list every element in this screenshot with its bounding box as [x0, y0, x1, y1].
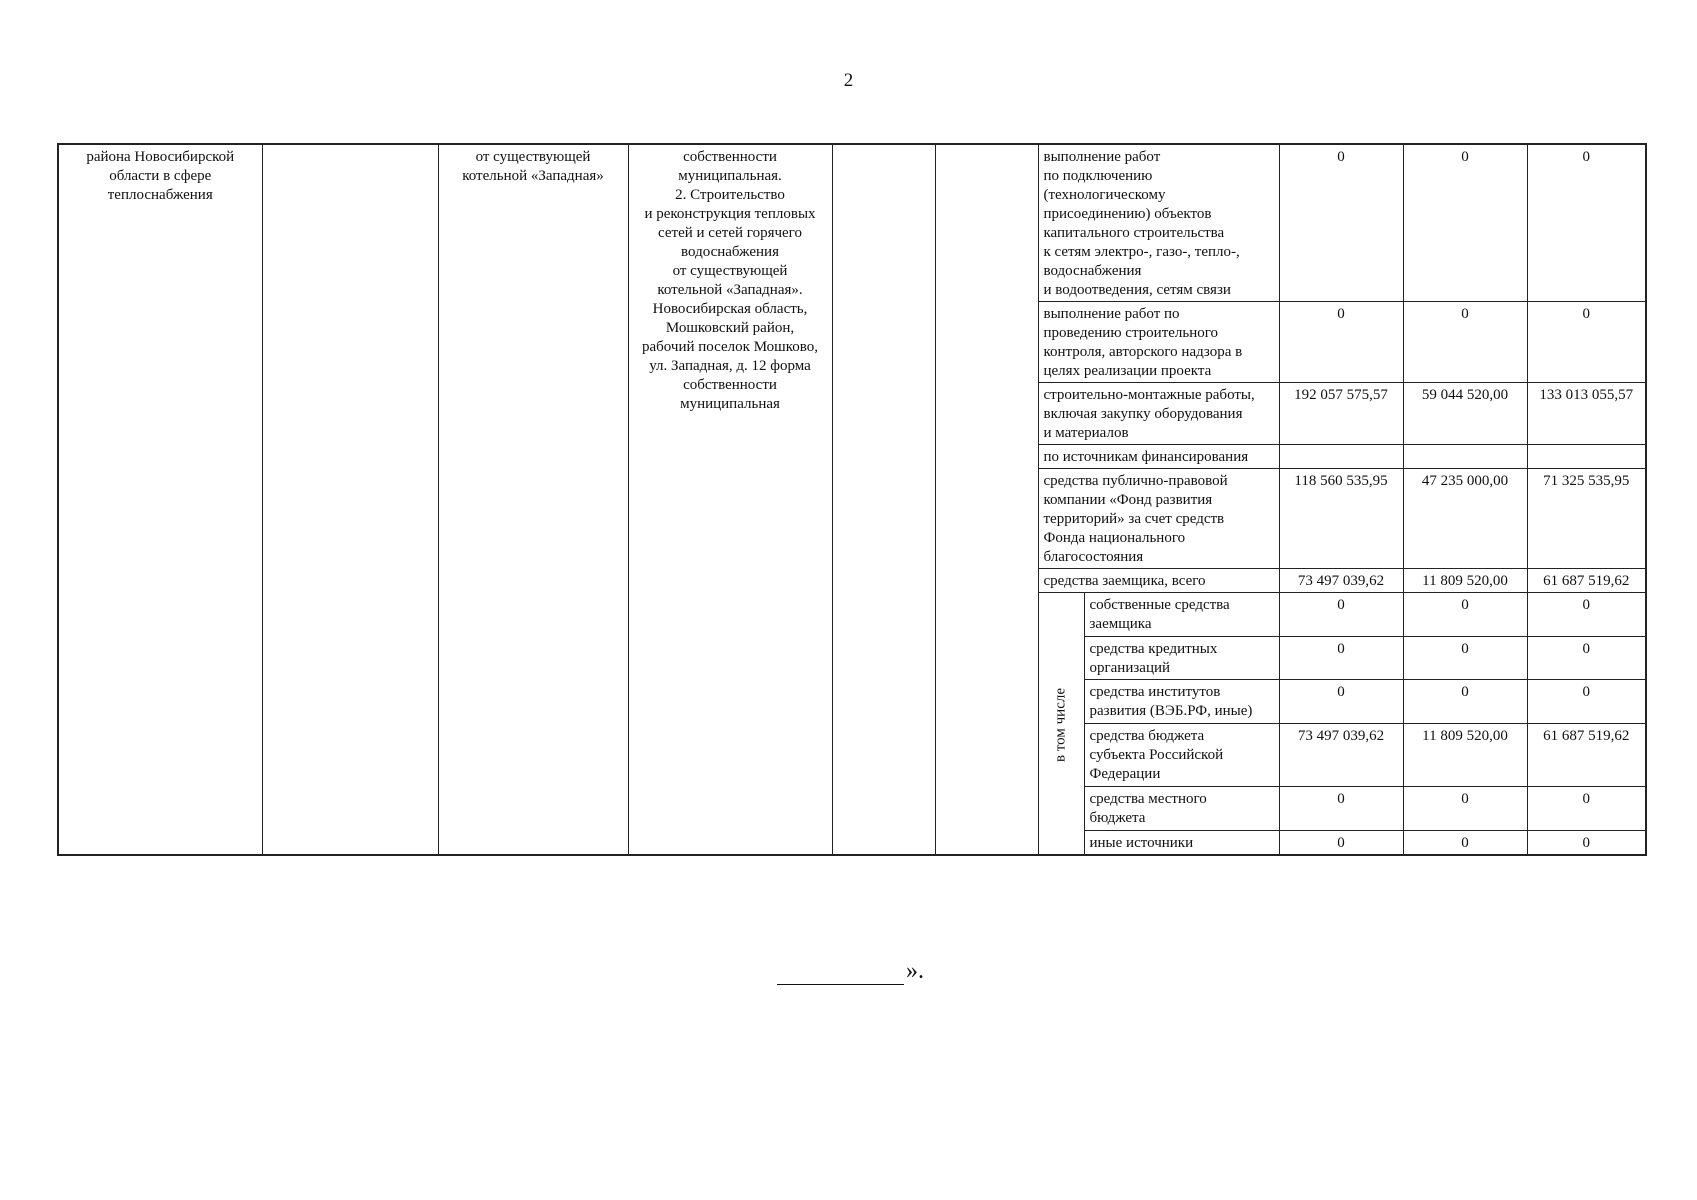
label-line: контроля, авторского надзора в — [1043, 344, 1243, 360]
vertical-label-wrap — [1044, 596, 1079, 853]
source-label — [1084, 723, 1279, 786]
cost-item-label — [1038, 569, 1279, 593]
amount-cell: 0 — [1279, 680, 1403, 724]
amount-cell: 0 — [1279, 830, 1403, 855]
amount-cell: 0 — [1403, 786, 1527, 830]
label-line: капитального строительства — [1043, 225, 1225, 241]
amount-cell: 0 — [1403, 593, 1527, 637]
page-number: 2 — [843, 70, 854, 91]
description-line: от существующей — [672, 263, 788, 279]
source-label — [1084, 636, 1279, 680]
label-line: средства институтов — [1089, 684, 1221, 701]
construction-description-cell — [628, 144, 832, 855]
amount-cell: 0 — [1403, 302, 1527, 383]
amount-cell: 0 — [1527, 144, 1646, 302]
amount-cell: 71 325 535,95 — [1527, 469, 1646, 569]
cost-item-label — [1038, 302, 1279, 383]
amount-cell: 0 — [1527, 786, 1646, 830]
description-line: Новосибирская область, — [652, 301, 808, 317]
label-line: целях реализации проекта — [1043, 363, 1212, 379]
including-label-cell — [1038, 593, 1084, 856]
label-line: по источникам финансирования — [1043, 449, 1249, 465]
source-label — [1084, 830, 1279, 855]
source-label — [1084, 593, 1279, 637]
amount-cell: 0 — [1279, 593, 1403, 637]
description-line: и реконструкция тепловых — [644, 206, 816, 222]
description-line: собственности — [683, 377, 777, 393]
amount-cell: 0 — [1527, 830, 1646, 855]
amount-cell: 0 — [1279, 636, 1403, 680]
label-line: средства кредитных — [1089, 640, 1218, 657]
description-line: ул. Западная, д. 12 форма — [649, 358, 811, 374]
amount-cell: 0 — [1527, 302, 1646, 383]
boiler-cell: от существующей котельной «Западная» — [438, 144, 628, 855]
label-line: и материалов — [1043, 425, 1129, 441]
amount-cell: 47 235 000,00 — [1403, 469, 1527, 569]
object-name-cell: района Новосибирской области в сфере теплоснабжения — [58, 144, 262, 855]
amount-cell: 11 809 520,00 — [1403, 569, 1527, 593]
label-line: благосостояния — [1043, 549, 1144, 565]
amount-cell: 0 — [1527, 636, 1646, 680]
amount-cell: 118 560 535,95 — [1279, 469, 1403, 569]
label-line: водоснабжения — [1043, 263, 1142, 279]
label-line: заемщика — [1089, 616, 1152, 632]
amount-cell: 73 497 039,62 — [1279, 569, 1403, 593]
label-line: средства местного — [1089, 790, 1207, 807]
label-line: Фонда национального — [1043, 530, 1186, 546]
signature-line — [777, 960, 904, 985]
description-line: собственности — [683, 149, 777, 165]
label-line: бюджета — [1089, 809, 1146, 826]
amount-cell: 133 013 055,57 — [1527, 383, 1646, 445]
cost-item-label — [1038, 445, 1279, 469]
description-line: Мошковский район, — [665, 320, 795, 336]
label-line: средства публично-правовой — [1043, 473, 1228, 489]
closing-mark — [777, 958, 924, 985]
amount-cell: 73 497 039,62 — [1279, 723, 1403, 786]
amount-cell: 0 — [1527, 593, 1646, 637]
cost-item-label — [1038, 469, 1279, 569]
label-line: присоединению) объектов — [1043, 206, 1212, 222]
label-line: по подключению — [1043, 168, 1153, 184]
empty-cell — [935, 144, 1038, 855]
amount-cell: 61 687 519,62 — [1527, 723, 1646, 786]
label-line: субъекта Российской — [1089, 746, 1224, 763]
label-line: выполнение работ по — [1043, 306, 1180, 322]
cost-item-label — [1038, 144, 1279, 302]
amount-cell: 0 — [1403, 636, 1527, 680]
description-line: муниципальная. — [678, 168, 782, 184]
amount-cell: 0 — [1279, 302, 1403, 383]
amount-cell: 192 057 575,57 — [1279, 383, 1403, 445]
amount-cell — [1403, 445, 1527, 469]
label-line: и водоотведения, сетям связи — [1043, 282, 1231, 298]
amount-cell: 0 — [1527, 680, 1646, 724]
description-line: водоснабжения — [681, 244, 779, 260]
amount-cell — [1527, 445, 1646, 469]
description-line: сетей и сетей горячего — [658, 225, 802, 241]
label-line: иные источники — [1089, 834, 1194, 851]
amount-cell — [1279, 445, 1403, 469]
including-label: в том числе — [1052, 687, 1069, 762]
description-line: рабочий поселок Мошково, — [642, 339, 818, 355]
label-line: компании «Фонд развития — [1043, 492, 1213, 508]
label-line: организаций — [1089, 659, 1171, 676]
amount-cell: 61 687 519,62 — [1527, 569, 1646, 593]
amount-cell: 0 — [1403, 144, 1527, 302]
label-line: к сетям электро-, газо-, тепло-, — [1043, 244, 1240, 260]
label-line: развития (ВЭБ.РФ, иные) — [1089, 703, 1253, 720]
description-line: котельной «Западная». — [657, 282, 803, 298]
description-line: 2. Строительство — [675, 187, 785, 203]
description-line: муниципальная — [680, 396, 780, 412]
label-line: проведению строительного — [1043, 325, 1219, 341]
amount-cell: 0 — [1279, 144, 1403, 302]
amount-cell: 11 809 520,00 — [1403, 723, 1527, 786]
label-line: средства бюджета — [1089, 727, 1205, 744]
table-row — [58, 144, 1646, 302]
label-line: строительно-монтажные работы, — [1043, 387, 1255, 403]
label-line: средства заемщика, всего — [1043, 573, 1206, 589]
amount-cell: 0 — [1279, 786, 1403, 830]
financing-table — [57, 143, 1647, 856]
cost-item-label — [1038, 383, 1279, 445]
source-label — [1084, 680, 1279, 724]
label-line: (технологическому — [1043, 187, 1166, 203]
empty-cell — [262, 144, 438, 855]
source-label — [1084, 786, 1279, 830]
label-line: Федерации — [1089, 765, 1161, 782]
label-line: включая закупку оборудования — [1043, 406, 1243, 422]
amount-cell: 59 044 520,00 — [1403, 383, 1527, 445]
closing-quote: ». — [906, 958, 924, 984]
amount-cell: 0 — [1403, 680, 1527, 724]
label-line: выполнение работ — [1043, 149, 1161, 165]
empty-cell — [832, 144, 935, 855]
amount-cell: 0 — [1403, 830, 1527, 855]
label-line: территорий» за счет средств — [1043, 511, 1225, 527]
label-line: собственные средства — [1089, 597, 1230, 613]
